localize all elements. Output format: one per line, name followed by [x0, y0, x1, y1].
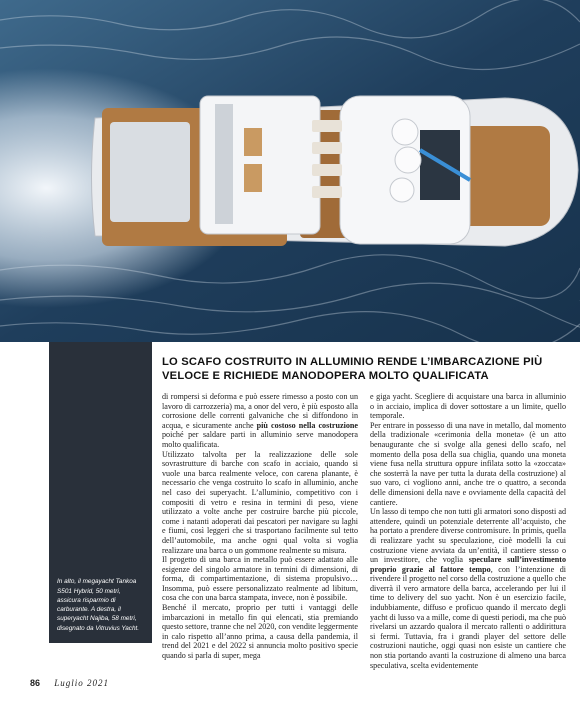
page-number: 86: [30, 678, 41, 688]
paragraph: [370, 507, 566, 670]
text-span: Un lasso di tempo che non tutti gli armatori sono disposti ad attendere, quindi un potenziale deterrente all’acquisto, che ha portato a prendere diverse contromisure. In primis, quella di realizzare yacht su speculazione, cioè modelli la cui costruzione viene avviata da un’entità, il cantiere stesso o un investitore, che voglia: [370, 507, 566, 565]
yacht-aerial-photo: [0, 0, 580, 342]
issue-date: Luglio 2021: [54, 678, 110, 688]
paragraph: e giga yacht. Scegliere di acquistare una barca in alluminio o in acciaio, implica di dover sottostare a un limite, quello temporale.: [370, 392, 566, 421]
highlighted-text: più costoso nella costruzione: [256, 420, 358, 430]
highlighted-text: speculare sull’investimento proprio grazie al fattore tempo: [370, 555, 566, 574]
text-span: poiché per saldare parti in alluminio serve manodopera molto qualificata.: [162, 430, 358, 449]
article-headline: LO SCAFO COSTRUITO IN ALLUMINIO RENDE L’IMBARCAZIONE PIÙ VELOCE E RICHIEDE MANODOPERA MOLTO QUALIFICATA: [162, 356, 543, 382]
body-column-1: [162, 392, 358, 661]
paragraph: [162, 392, 358, 450]
photo-caption: In alto, il megayacht Tankoa S501 Hybrid, 50 metri, assicura risparmio di carburante. A destra, il superyacht Najiba, 58 metri, disegnato da Vitruvius Yacht.: [57, 578, 140, 632]
paragraph: Utilizzato talvolta per la realizzazione delle sole sovrastrutture di barche con scafo in acciaio, quando si vuole una barca realmente veloce, con carena planante, è necessario che venga costruito lo scafo in alluminio, anche nel caso dei superyacht. L’alluminio, competitivo con i compositi di vetro e resina in termini di peso, viene utilizzato a volte anche per costruire barche più piccole, come i natanti adoperati dai pescatori per navigare su laghi e fiumi, così leggeri che si trasportano facilmente sul tetto dell’automobile, ma anche ogni qual volta si voglia realizzare una barca o un gommone realmente su misura.: [162, 449, 358, 555]
page-footer: [30, 678, 109, 688]
caption-box: [49, 342, 152, 643]
text-span: , con l’intenzione di rivendere il progetto nel corso della costruzione a quello che diverrà il vero armatore della barca, accelerando per lui il time to delivery del suo yacht. Non è un esercizio facile, indubbiamente, diffuso e proficuo quando il mercato degli yacht di lusso va a mille, come di questi periodi, ma che può rivelarsi un azzardo qualora il mercato rallenti o addirittura si fermi. Tuttavia, fra i grandi player del settore delle costruzioni nautiche, oggi quasi non esiste un cantiere che non stia portando avanti la costruzione di almeno una barca speculativa, scelta evidentemente: [370, 564, 567, 670]
paragraph: Il progetto di una barca in metallo può essere adattato alle esigenze del singolo armatore in termini di dimensioni, di forma, di compartimentazione, di sistema propulsivo… Insomma, può essere personalizzato realmente ad libitum, cosa che con una barca stampata, invece, non è possibile.: [162, 555, 358, 603]
text-span: di rompersi si deforma e può essere rimesso a posto con un lavoro di carrozzeria) ma, a onor del vero, è più esposto alla corrosione delle correnti galvaniche che si diffondono in acqua, e sicuramente anche: [162, 392, 358, 430]
paragraph: Benché il mercato, proprio per tutti i vantaggi delle imbarcazioni in metallo fin qui elencati, stia premiando questo settore, tranne che nel 2020, con vendite leggermente in calo rispetto all’anno prima, a causa della pandemia, il trend del 2021 e del 2022 si annuncia molto positivo specie quando si parla di super, mega: [162, 603, 358, 661]
paragraph: Per entrare in possesso di una nave in metallo, dal momento della tradizionale «cerimonia della moneta» (è un atto benaugurante che si svolge alla genesi dello scafo, nel momento della posa della sua chiglia, quando una moneta viene fusa nella struttura oppure infilata sotto la «zoccata» che sosterrà la nave per tutta la durata della costruzione) al suo varo, ci vogliono anni, anche tre o quattro, a seconda delle dimensioni della nave e ovviamente della capacità del cantiere.: [370, 420, 566, 507]
body-column-2: [370, 392, 566, 670]
